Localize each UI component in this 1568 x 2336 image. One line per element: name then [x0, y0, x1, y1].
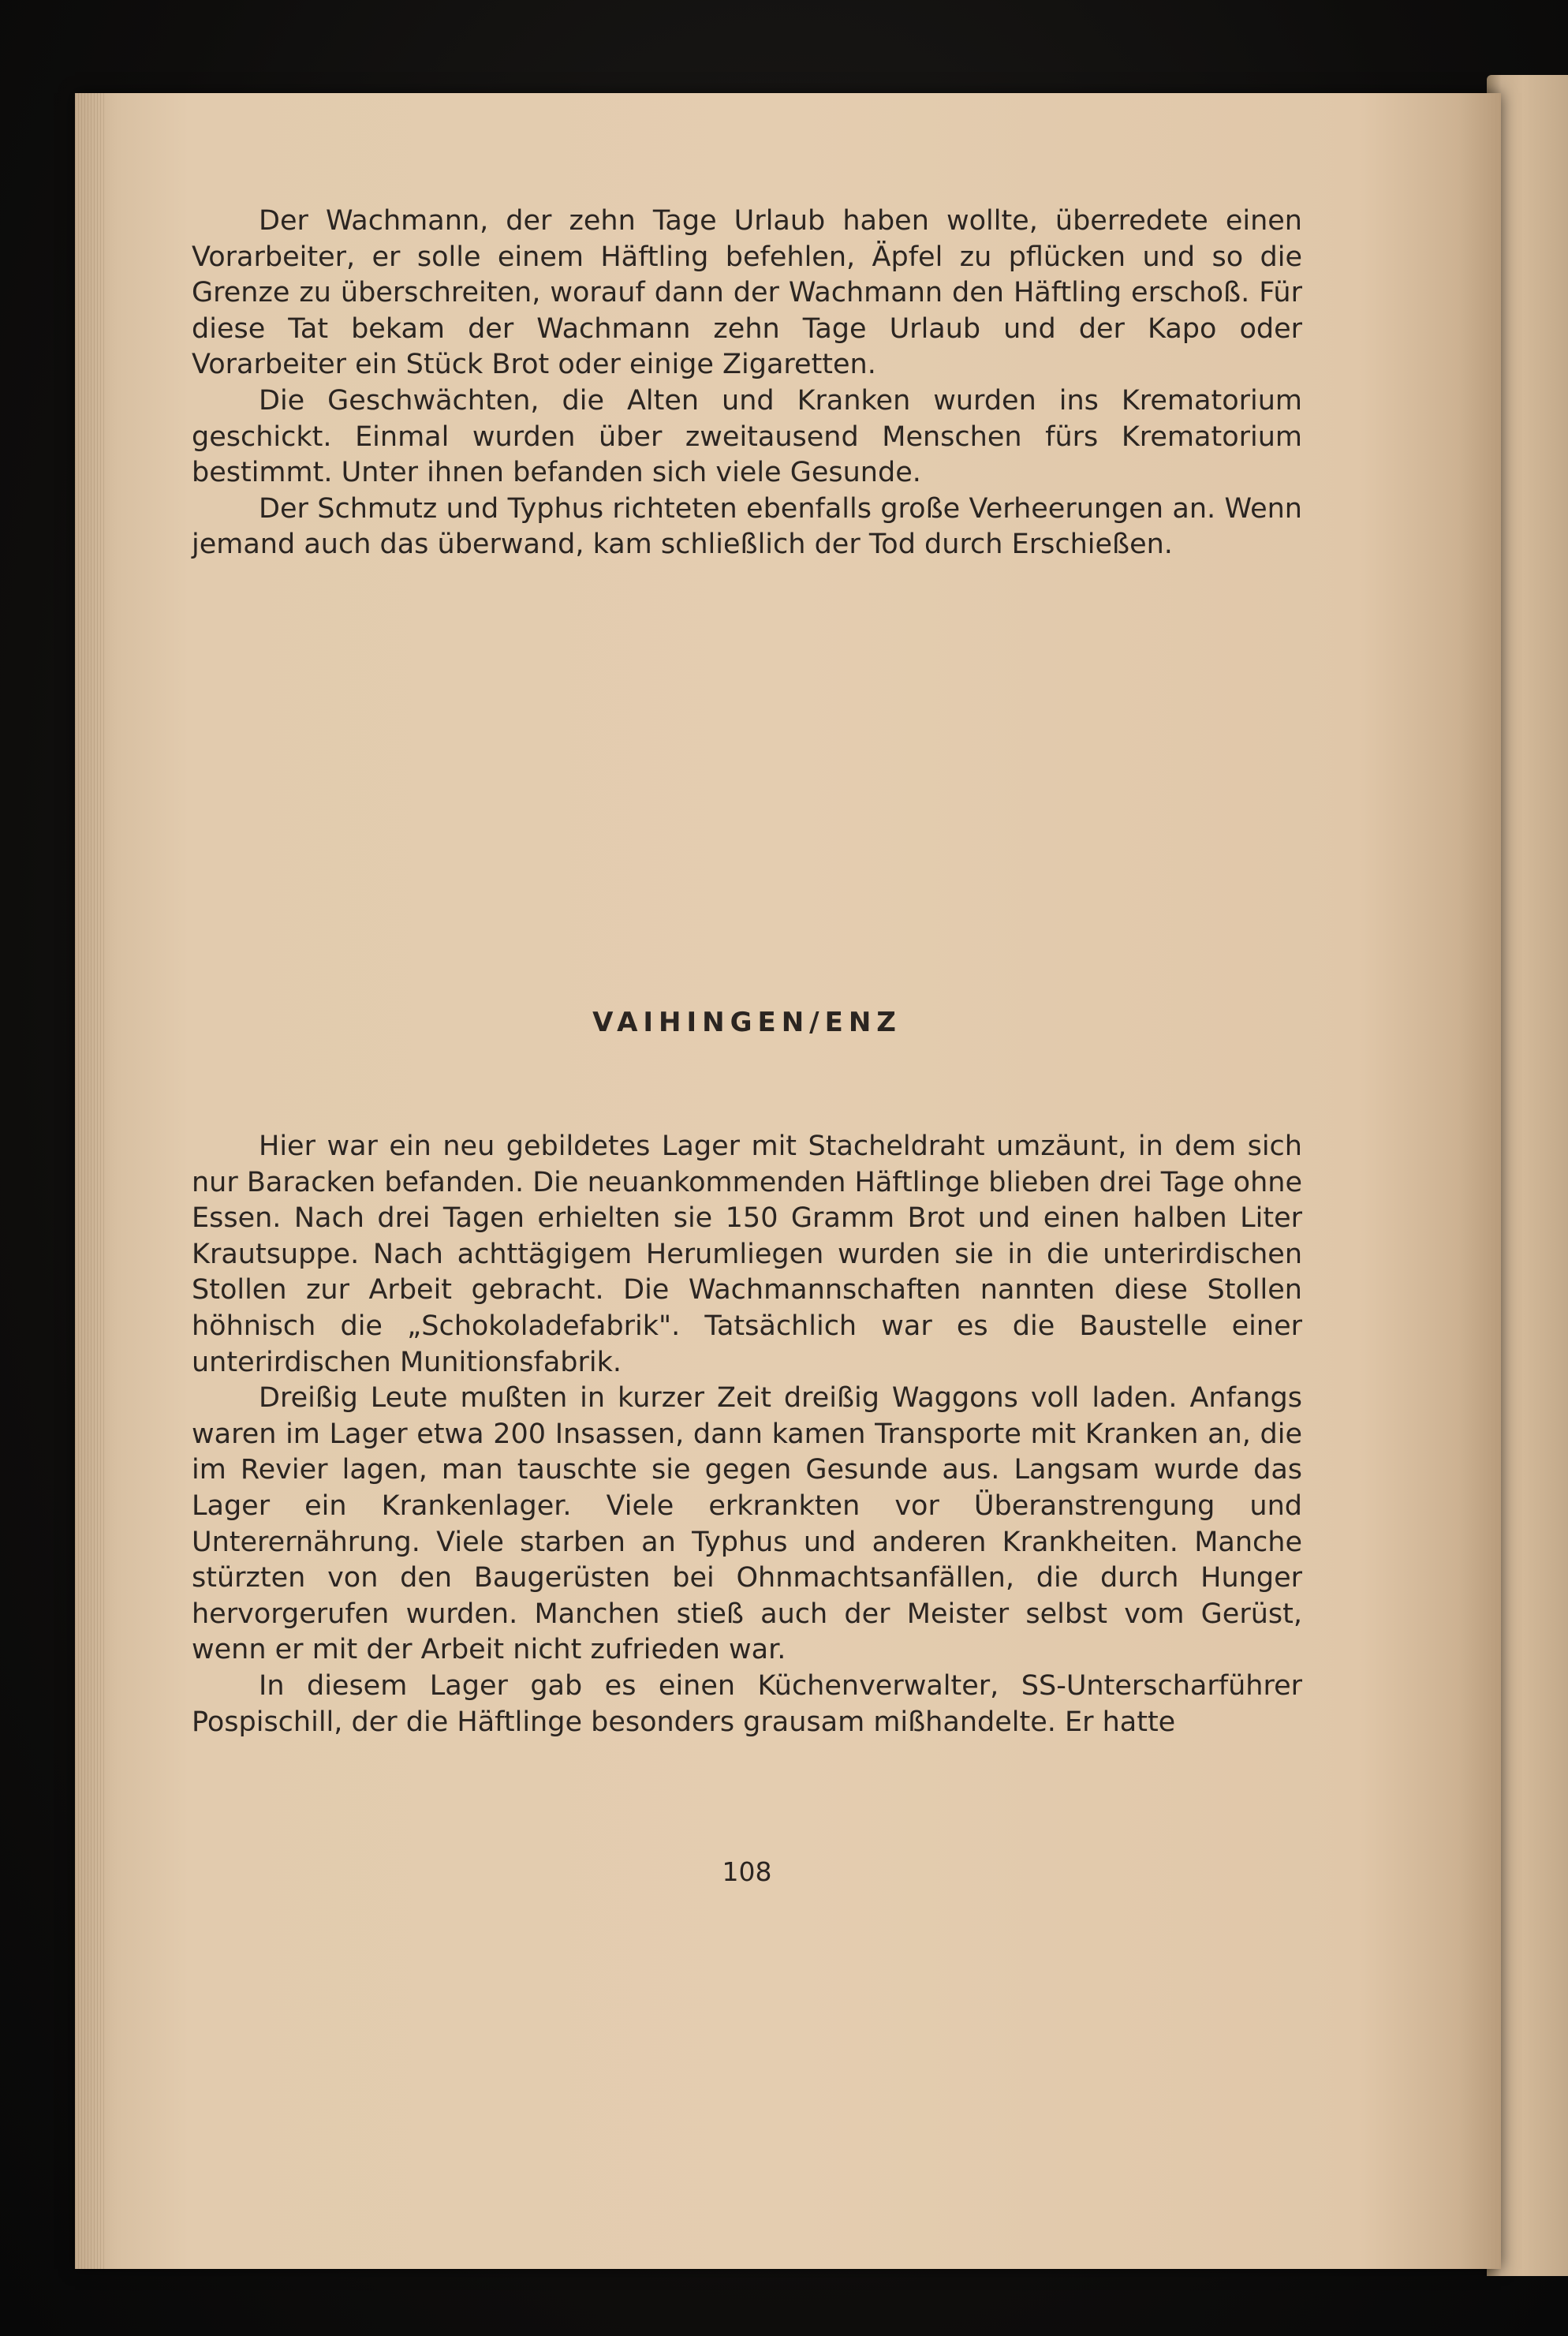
paragraph: In diesem Lager gab es einen Küchenverwalter, SS-Unterscharführer Pospischill, der die Häftlinge besonders grausam mißhandelte. Er hatte — [192, 1669, 1302, 1738]
page-stack-edge — [75, 93, 106, 2269]
paragraph: Die Geschwächten, die Alten und Kranken wurden ins Krematorium geschickt. Einmal wurden über zweitausend Menschen fürs Krematorium bestimmt. Unter ihnen befanden sich viele Gesunde. — [192, 384, 1302, 489]
paragraph: Hier war ein neu gebildetes Lager mit Stacheldraht umzäunt, in dem sich nur Baracken befanden. Die neuankommenden Häftlinge blieben drei Tage ohne Essen. Nach drei Tagen erhielten sie 150 Gramm Brot und einen halben Liter Krautsuppe. Nach achttägigem Herumliegen wurden sie in die unterirdischen Stollen zur Arbeit gebracht. Die Wachmannschaften nannten diese Stollen höhnisch die „Schokoladefabrik". Tatsächlich war es die Baustelle einer unterirdischen Munitionsfabrik. — [192, 1131, 1302, 1378]
paragraph: Der Wachmann, der zehn Tage Urlaub haben wollte, überredete einen Vorarbeiter, er solle einem Häftling befehlen, Äpfel zu pflücken und so die Grenze zu überschreiten, worauf dann der Wachmann den Häftling erschoß. Für diese Tat bekam der Wachmann zehn Tage Urlaub und der Kapo oder Vorarbeiter ein Stück Brot oder einige Zigaretten. — [192, 205, 1302, 381]
page-number: 108 — [722, 1856, 772, 1887]
section-heading: VAIHINGEN/ENZ — [592, 1007, 902, 1038]
top-text-block — [192, 204, 1302, 563]
paragraph: Der Schmutz und Typhus richteten ebenfalls große Verheerungen an. Wenn jemand auch das überwand, kam schließlich der Tod durch Erschießen. — [192, 492, 1302, 561]
section-text-block — [192, 1129, 1302, 1740]
paragraph: Dreißig Leute mußten in kurzer Zeit dreißig Waggons voll laden. Anfangs waren im Lager etwa 200 Insassen, dann kamen Transporte mit Kranken an, die im Revier lagen, man tauschte sie gegen Gesunde aus. Langsam wurde das Lager ein Krankenlager. Viele erkrankten vor Überanstrengung und Unterernährung. Viele starben an Typhus und anderen Krankheiten. Manche stürzten von den Baugerüsten bei Ohnmachtsanfällen, die durch Hunger hervorgerufen wurden. Manchen stieß auch der Meister selbst vom Gerüst, wenn er mit der Arbeit nicht zufrieden war. — [192, 1382, 1302, 1666]
